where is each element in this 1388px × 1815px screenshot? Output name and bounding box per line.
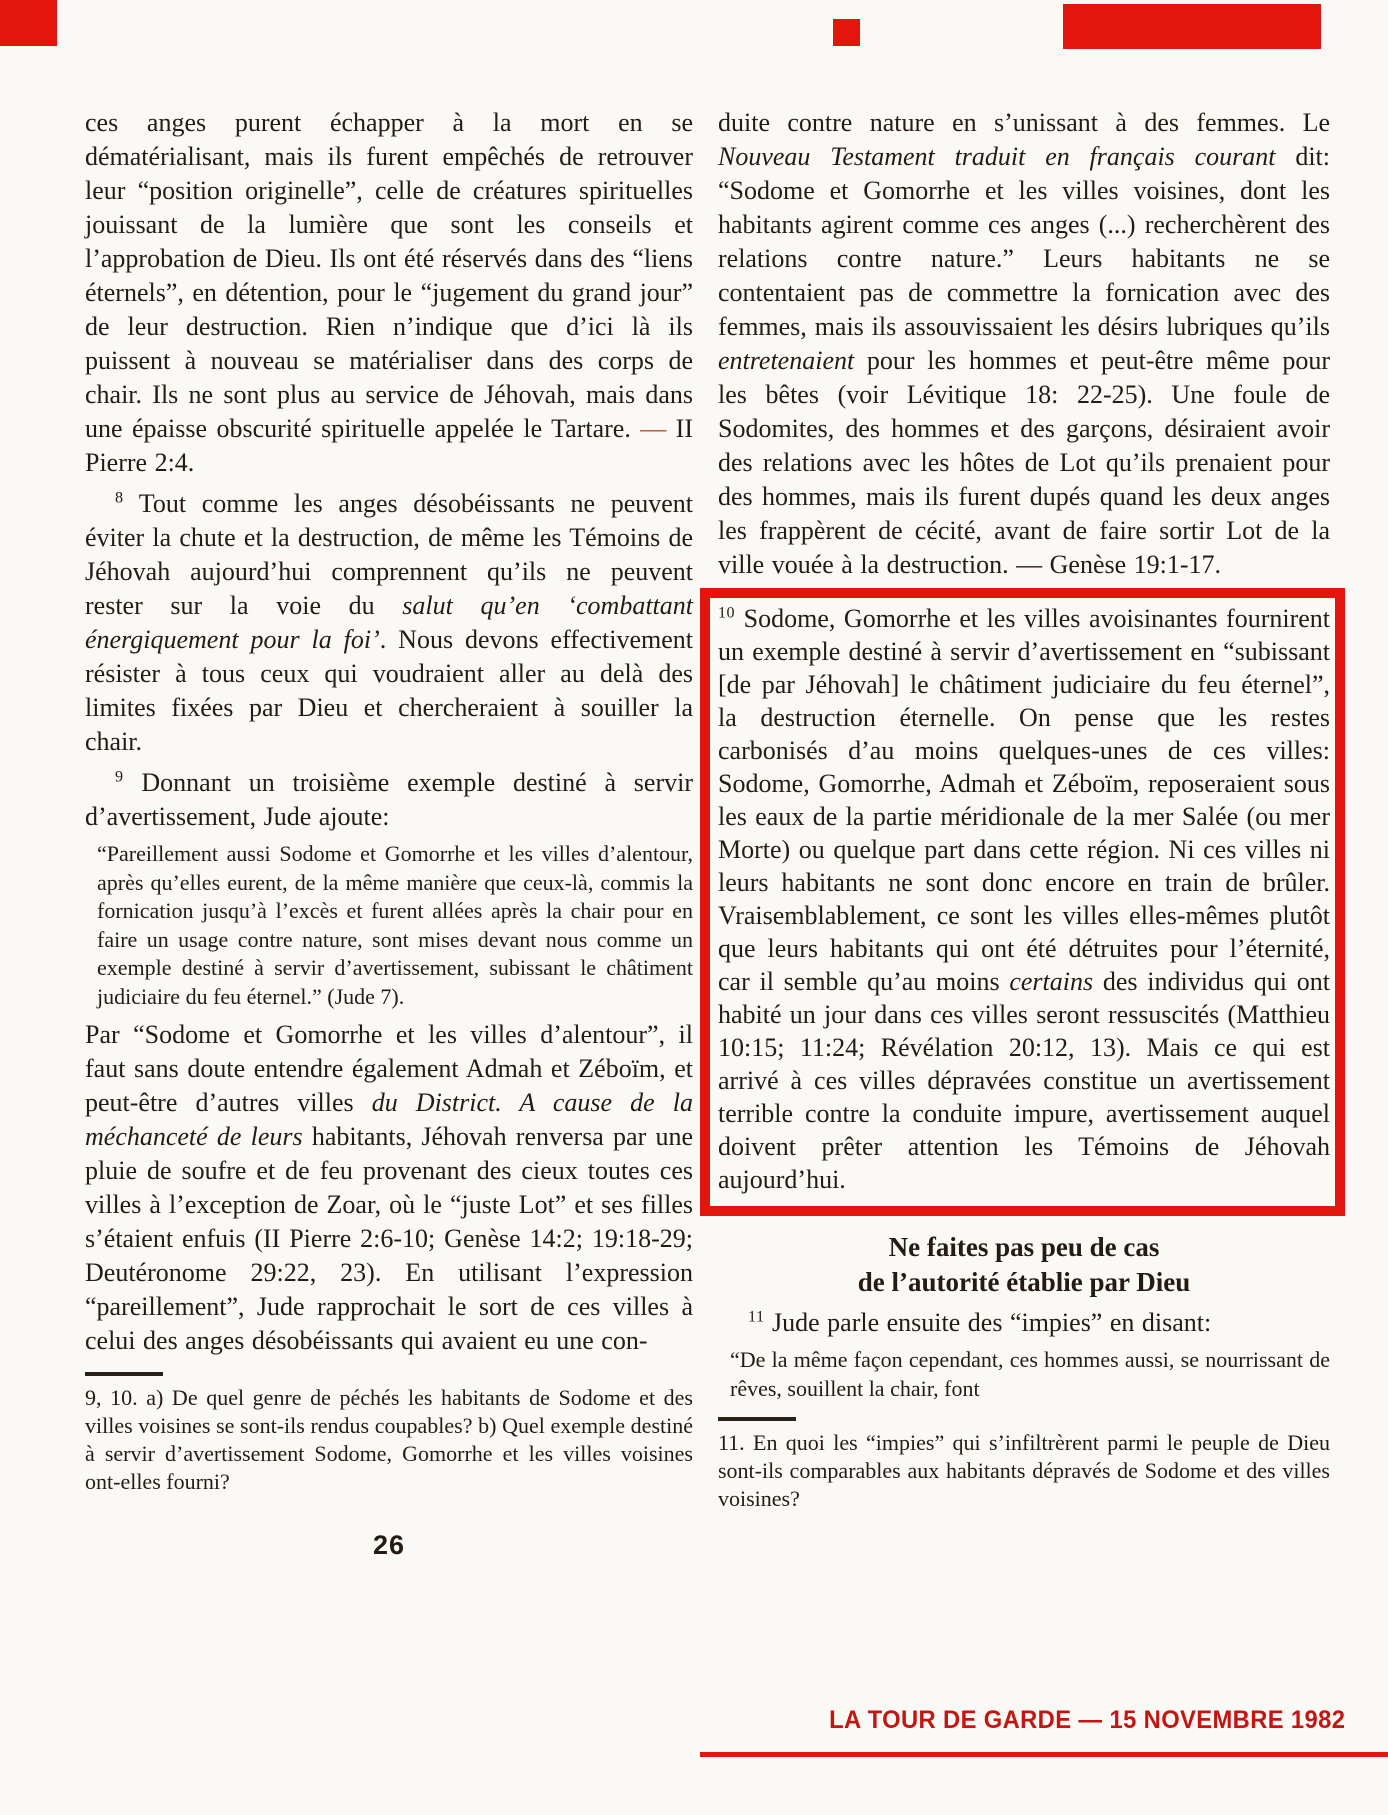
footnote-divider-right bbox=[718, 1417, 796, 1421]
section-heading-line1: Ne faites pas peu de cas bbox=[888, 1232, 1160, 1262]
scripture-quote-jude-7: “Pareillement aussi Sodome et Gomorrhe et les villes d’alentour, après qu’elles eurent, de la même manière que ceux-là, commis la fornication jusqu’à l’excès et furent allées après la chair pour en faire un usage contre nature, sont mises devant nous comme un exemple destiné à servir d’avertissement, subissant le châtiment judiciaire du feu éternel.” (Jude 7). bbox=[97, 841, 693, 1009]
red-scan-mark-top-right bbox=[1063, 4, 1321, 49]
scripture-quote-jude-8: “De la même façon cependant, ces hommes aussi, se nourrissant de rêves, souillent la chair, font bbox=[730, 1347, 1330, 1401]
paragraph-8: $^8$ Tout comme les anges désobéissants ne peuvent éviter la chute et la destruction, de même les Témoins de Jéhovah aujourd’hui comprennent qu’ils ne peuvent rester sur la voie du salut qu’en ‘combattant énergiquement pour la foi’. Nous devons effectivement résister à tous ceux qui voudraient aller au delà des limites fixées par Dieu et chercheraient à souiller la chair. bbox=[85, 489, 694, 756]
right-column bbox=[718, 106, 1330, 1513]
paragraph-continuation-right: duite contre nature en s’unissant à des femmes. Le Nouveau Testament traduit en français courant dit: “Sodome et Gomorrhe et les villes voisines, dont les habitants agirent comme ces anges (...) recherchèrent des relations contre nature.” Leurs habitants ne se contentaient pas de commettre la fornication avec des femmes, mais ils assouvissaient les désirs lubriques qu’ils entretenaient pour les hommes et peut-être même pour les bêtes (voir Lévitique 18: 22-25). Une foule de Sodomites, des hommes et des garçons, désiraient avoir des relations avec les hôtes de Lot qu’ils prenaient pour des hommes, mais ils furent dupés quand les deux anges les frappèrent de cécité, avant de faire sortir Lot de la ville vouée à la destruction. — Genèse 19:1-17. bbox=[718, 108, 1330, 579]
journal-footer: LA TOUR DE GARDE — 15 NOVEMBRE 1982 bbox=[828, 1706, 1345, 1734]
paragraph-9-intro: $^9$ Donnant un troisième exemple destiné à servir d’avertissement, Jude ajoute: bbox=[85, 768, 693, 831]
footnote-divider-left bbox=[85, 1372, 163, 1376]
paragraph-sodome-commentary: Par “Sodome et Gomorrhe et les villes d’alentour”, il faut sans doute entendre également Admah et Zéboïm, et peut-être d’autres villes du District. A cause de la méchanceté de leurs habitants, Jéhovah renversa par une pluie de soufre et de feu provenant des cieux toutes ces villes à l’exception de Zoar, où le “juste Lot” et ses filles s’étaient enfuis (II Pierre 2:6-10; Genèse 14:2; 19:18-29; Deutéronome 29:22, 23). En utilisant l’expression “pareillement”, Jude rapprochait le sort de ces villes à celui des anges désobéissants qui avaient eu une con- bbox=[85, 1020, 693, 1355]
red-underline-bottom bbox=[700, 1752, 1388, 1757]
red-scan-mark-top-left bbox=[0, 0, 57, 46]
section-heading-line2: de l’autorité établie par Dieu bbox=[857, 1267, 1191, 1297]
footnote-question-11: 11. En quoi les “impies” qui s’infiltrèrent parmi le peuple de Dieu sont-ils comparables aux habitants dépravés de Sodome et des villes voisines? bbox=[718, 1430, 1330, 1511]
paragraph-10: $^{10}$ Sodome, Gomorrhe et les villes avoisinantes fournirent un exemple destiné à servir d’avertissement en “subissant [de par Jéhovah] le châtiment judiciaire du feu éternel”, la destruction éternelle. On pense que les restes carbonisés d’au moins quelques-unes de ces villes: Sodome, Gomorrhe, Admah et Zéboïm, reposeraient sous les eaux de la partie méridionale de la mer Salée (ou mer Morte) ou quelque part dans cette région. Ni ces villes ni leurs habitants ne sont donc encore en train de brûler. Vraisemblablement, ce sont les villes elles-mêmes plutôt que leurs habitants qui ont été détruites pour l’éternité, car il semble qu’au moins certains des individus qui ont habité un jour dans ces villes seront ressuscités (Matthieu 10:15; 11:24; Révélation 20:12, 13). Mais ce qui est arrivé à ces villes dépravées constitue un avertissement terrible contre la conduite impure, avertissement auquel doivent prêter attention les Témoins de Jéhovah aujourd’hui. bbox=[718, 604, 1330, 1194]
red-scan-mark-top-center bbox=[833, 19, 860, 46]
footnote-questions-9-10: 9, 10. a) De quel genre de péchés les habitants de Sodome et des villes voisines se sont-ils rendus coupables? b) Quel exemple destiné à servir d’avertissement Sodome, Gomorrhe et les villes voisines ont-elles fourni? bbox=[85, 1385, 693, 1494]
red-highlight-box bbox=[700, 588, 1345, 1216]
page-number: 26 bbox=[372, 1530, 406, 1560]
paragraph-continuation-left: ces anges purent échapper à la mort en se dématérialisant, mais ils furent empêchés de retrouver leur “position originelle”, celle de créatures spirituelles jouissant de la lumière que sont les conseils et l’approbation de Dieu. Ils ont été réservés dans des “liens éternels”, en détention, pour le “jugement du grand jour” de leur destruction. Rien n’indique que d’ici là ils puissent à nouveau se matérialiser dans des corps de chair. Ils ne sont plus au service de Jéhovah, mais dans une épaisse obscurité spirituelle appelée le Tartare. — II Pierre 2:4. bbox=[85, 108, 693, 477]
left-column bbox=[85, 106, 693, 1561]
section-heading bbox=[718, 1230, 1330, 1300]
paragraph-11-intro: $^{11}$ Jude parle ensuite des “impies” en disant: bbox=[748, 1308, 1212, 1337]
